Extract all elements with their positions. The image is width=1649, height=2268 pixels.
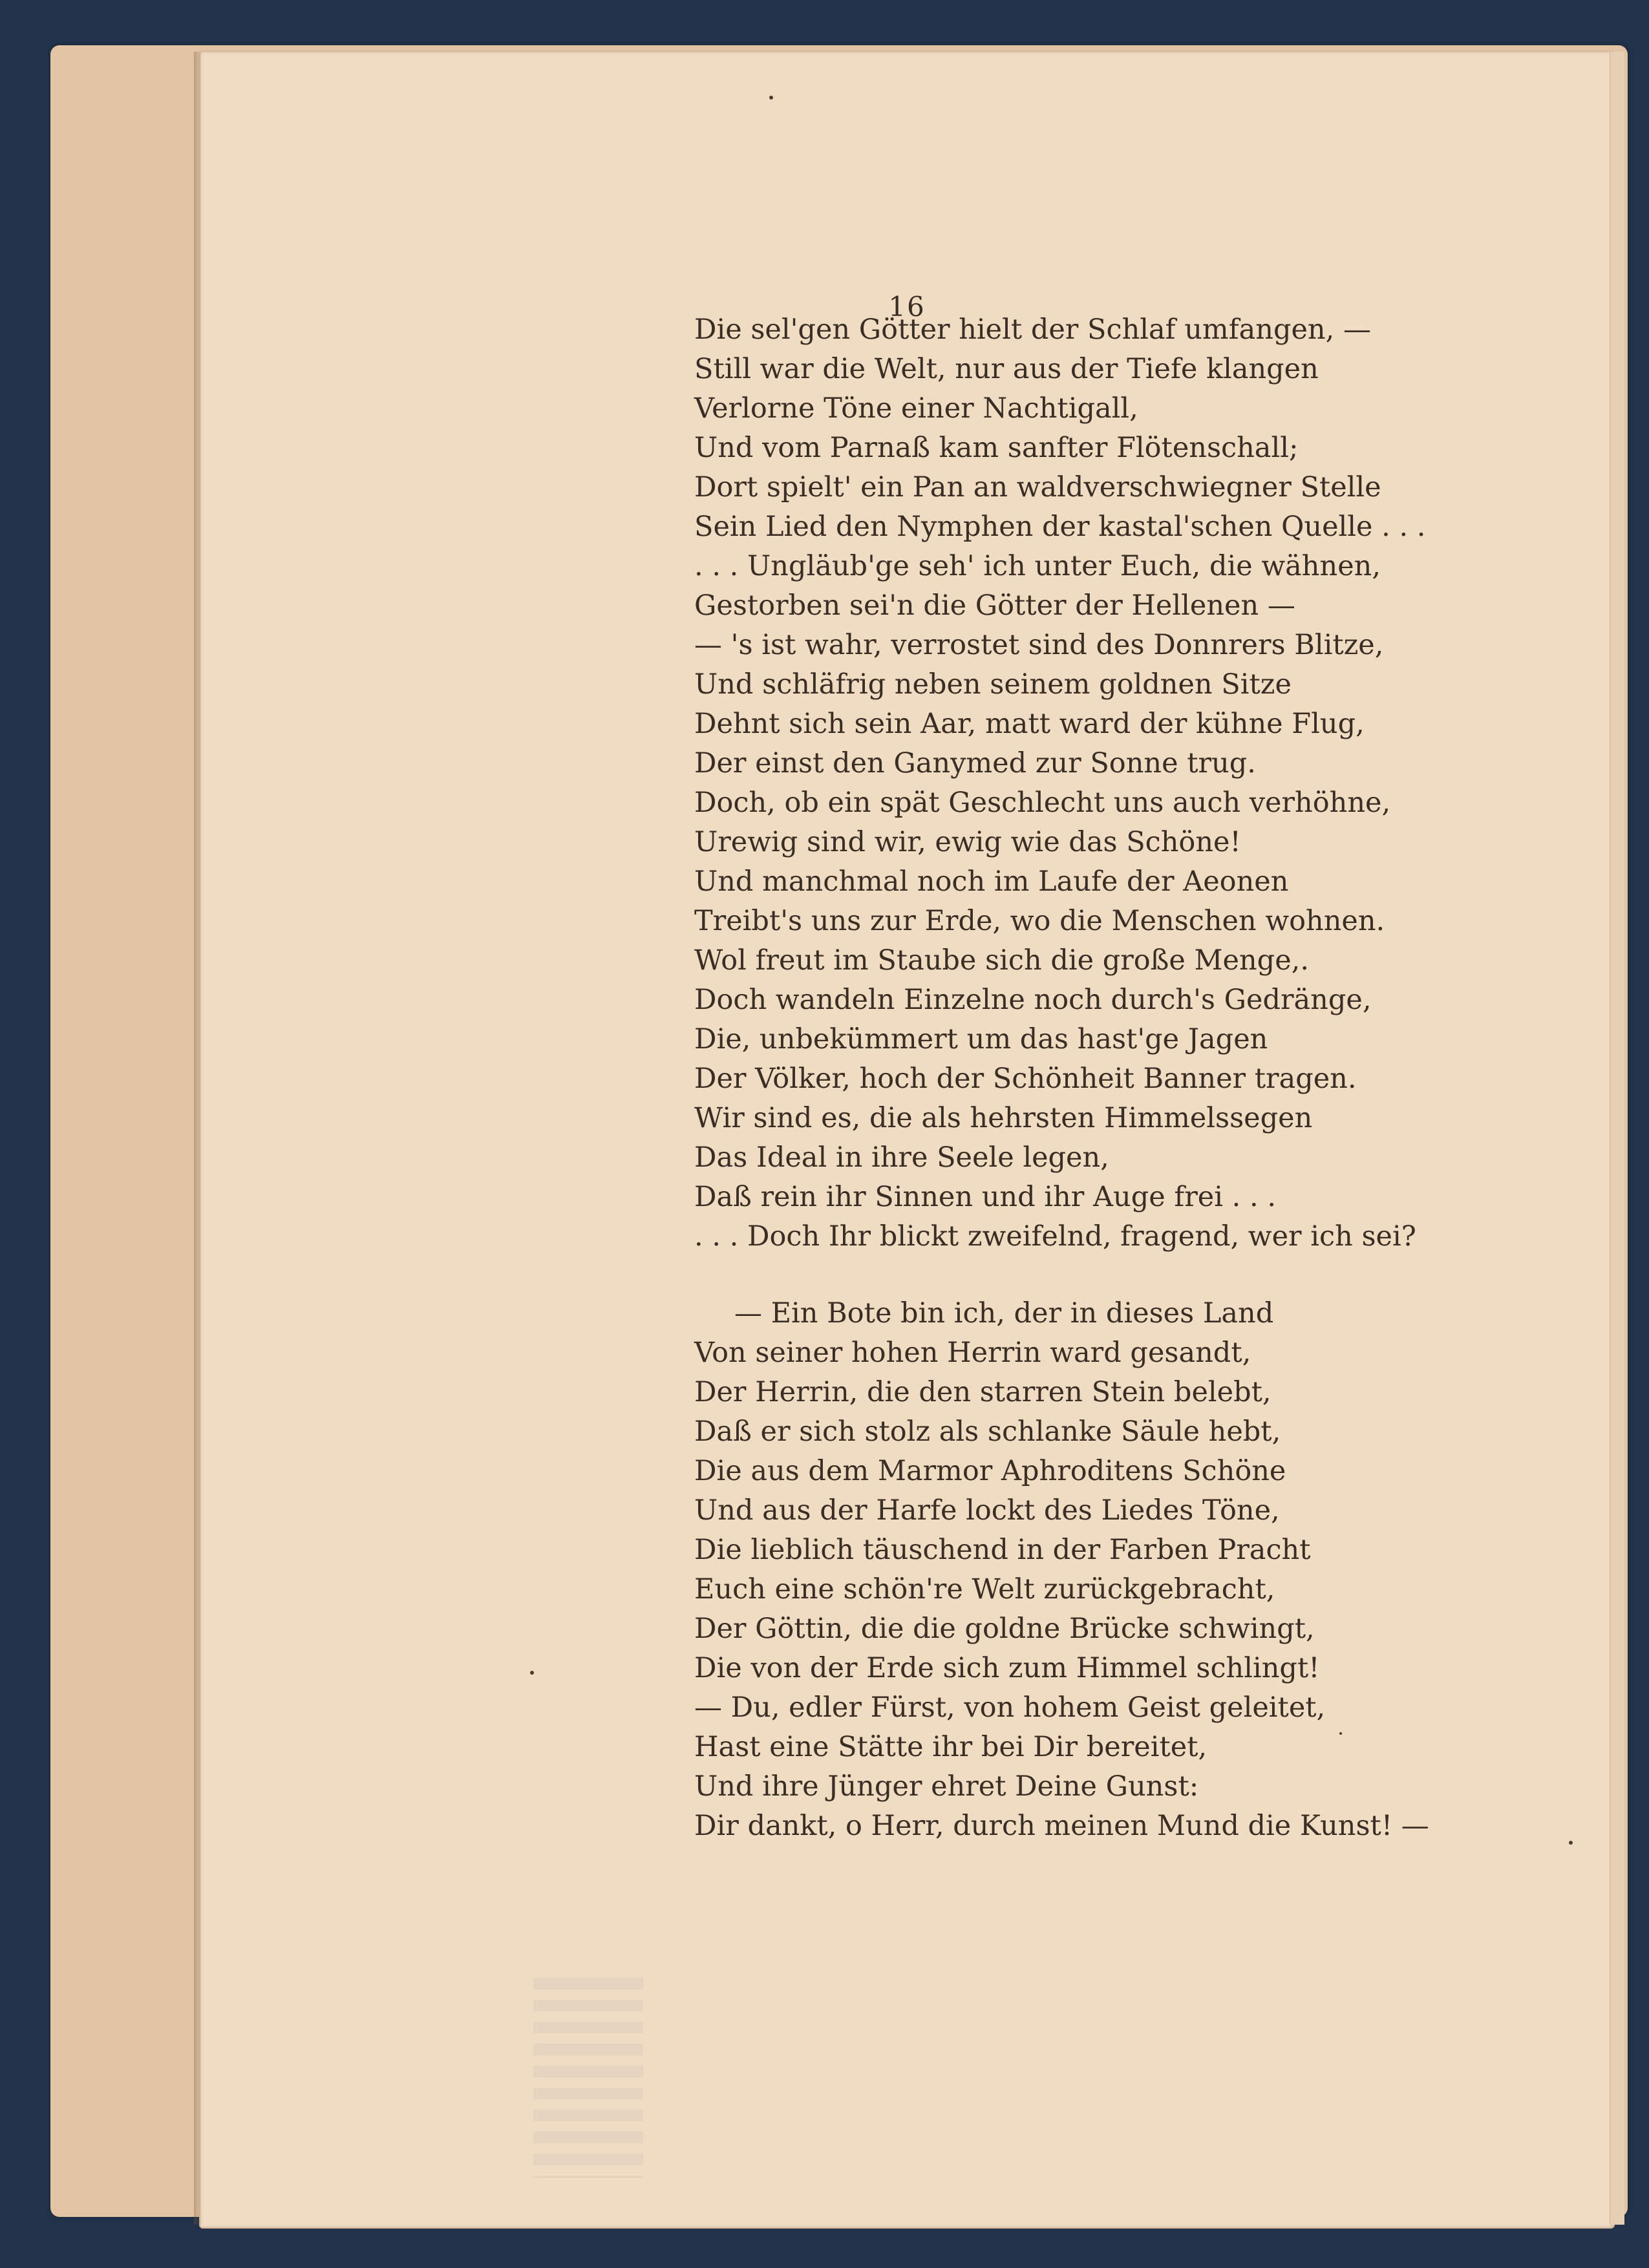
bleed-through-stamp (533, 1978, 643, 2178)
paper-speck (769, 96, 773, 100)
poem-line: Und aus der Harfe lockt des Liedes Töne, (694, 1494, 1280, 1527)
poem-line: Gestorben sei'n die Götter der Hellenen — (694, 589, 1295, 622)
poem-line: — Du, edler Fürst, von hohem Geist geleitet, (694, 1691, 1326, 1724)
poem-line: Hast eine Stätte ihr bei Dir bereitet, (694, 1731, 1207, 1763)
poem-line: Und ihre Jünger ehret Deine Gunst: (694, 1770, 1199, 1803)
poem-line: Sein Lied den Nymphen der kastal'schen Quelle . . . (694, 511, 1426, 543)
poem-line: Von seiner hohen Herrin ward gesandt, (694, 1337, 1251, 1369)
poem-line: Der Göttin, die die goldne Brücke schwingt, (694, 1613, 1315, 1645)
poem-line: Der Herrin, die den starren Stein belebt, (694, 1376, 1271, 1408)
poem-line: Die von der Erde sich zum Himmel schlingt! (694, 1652, 1320, 1684)
poem-line: Urewig sind wir, ewig wie das Schöne! (694, 826, 1241, 858)
poem-line: Dir dankt, o Herr, durch meinen Mund die Kunst! — (694, 1810, 1429, 1842)
poem-line: Dort spielt' ein Pan an waldverschwiegner Stelle (694, 471, 1381, 503)
poem-line: Die lieblich täuschend in der Farben Pracht (694, 1534, 1311, 1566)
poem-line: Doch wandeln Einzelne noch durch's Gedränge, (694, 984, 1372, 1016)
poem-line: Verlorne Töne einer Nachtigall, (694, 392, 1138, 425)
poem-line: . . . Doch Ihr blickt zweifelnd, fragend, wer ich sei? (694, 1220, 1416, 1253)
poem-line: Daß rein ihr Sinnen und ihr Auge frei . . . (694, 1181, 1277, 1213)
paper-speck (530, 1671, 534, 1675)
poem-line: Die, unbekümmert um das hast'ge Jagen (694, 1023, 1268, 1055)
poem-line: Und vom Parnaß kam sanfter Flötenschall; (694, 432, 1299, 464)
poem-line: Der einst den Ganymed zur Sonne trug. (694, 747, 1256, 779)
stanza-gap (694, 1256, 1429, 1294)
poem-line: Und manchmal noch im Laufe der Aeonen (694, 865, 1289, 898)
poem-line: — Ein Bote bin ich, der in dieses Land (734, 1297, 1274, 1330)
gutter-shadow (194, 52, 203, 2225)
poem-line: Und schläfrig neben seinem goldnen Sitze (694, 668, 1292, 701)
poem-line: Der Völker, hoch der Schönheit Banner tragen. (694, 1063, 1357, 1095)
poem-line: Daß er sich stolz als schlanke Säule hebt, (694, 1415, 1281, 1448)
poem-stanza-1 (694, 310, 1429, 1256)
poem-line: Wir sind es, die als hehrsten Himmelssegen (694, 1102, 1313, 1134)
poem-text (694, 310, 1429, 1846)
poem-line: Dehnt sich sein Aar, matt ward der kühne Flug, (694, 708, 1365, 740)
poem-line: Wol freut im Staube sich die große Menge,. (694, 944, 1309, 977)
poem-line: Treibt's uns zur Erde, wo die Menschen wohnen. (694, 905, 1385, 937)
page-right-edge (1610, 52, 1624, 2225)
poem-line: . . . Ungläub'ge seh' ich unter Euch, die wähnen, (694, 550, 1381, 582)
paper-speck (1569, 1841, 1573, 1845)
poem-line: Die aus dem Marmor Aphroditens Schöne (694, 1455, 1286, 1487)
poem-line: Still war die Welt, nur aus der Tiefe klangen (694, 353, 1319, 385)
poem-line: Das Ideal in ihre Seele legen, (694, 1141, 1109, 1174)
poem-line: Doch, ob ein spät Geschlecht uns auch verhöhne, (694, 787, 1391, 819)
poem-line: Euch eine schön're Welt zurückgebracht, (694, 1573, 1275, 1606)
poem-line: — 's ist wahr, verrostet sind des Donnrers Blitze, (694, 629, 1384, 661)
poem-stanza-2 (694, 1294, 1429, 1846)
page-number: 16 (888, 291, 926, 323)
poem-line: Die sel'gen Götter hielt der Schlaf umfangen, — (694, 313, 1371, 346)
